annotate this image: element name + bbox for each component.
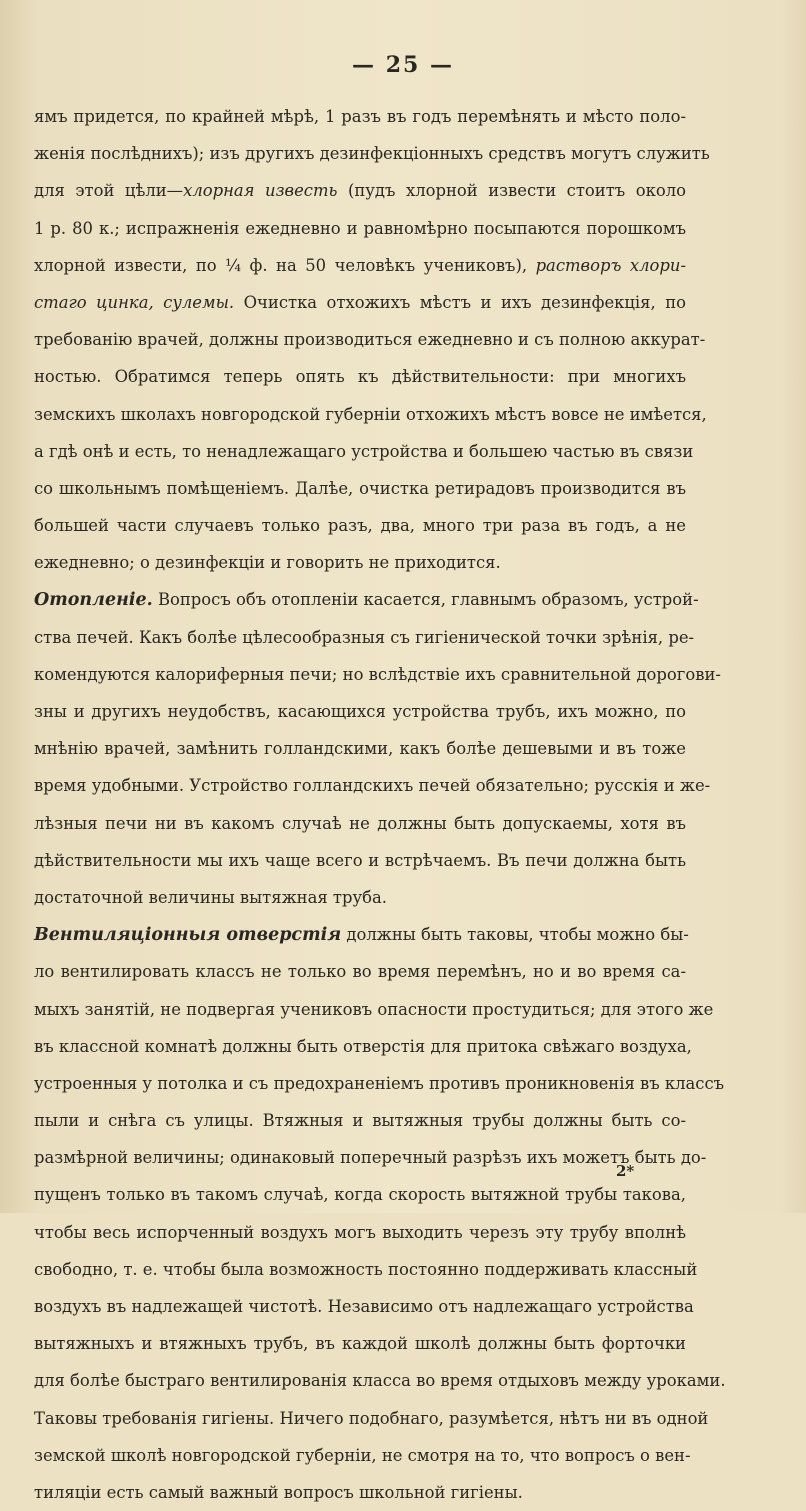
text-segment: лѣзныя печи ни въ какомъ случаѣ не должны быть допускаемы, хотя въ <box>34 813 686 833</box>
text-segment: земскихъ школахъ новгородской губерніи отхожихъ мѣстъ вовсе не имѣется, <box>34 404 707 424</box>
emphasized-text: хлорная известь <box>183 181 338 201</box>
text-segment: тиляціи есть самый важный вопросъ школьной гигіены. <box>34 1482 523 1502</box>
text-segment: женія послѣднихъ); изъ другихъ дезинфекціонныхъ средствъ могутъ служить <box>34 144 710 164</box>
text-segment: со школьнымъ помѣщеніемъ. Далѣе, очистка ретирадовъ производится въ <box>34 478 686 498</box>
text-line <box>34 1288 694 1325</box>
text-line <box>34 693 686 730</box>
text-line <box>34 879 686 916</box>
text-segment: хлорной извести, по ¼ ф. на 50 человѣкъ учениковъ), <box>34 255 536 275</box>
section-heading-inline: Вентиляціонныя отверстія <box>34 925 342 946</box>
text-segment: ло вентилировать классъ не только во время перемѣнъ, но и во время са- <box>34 962 686 982</box>
text-segment: воздухъ въ надлежащей чистотѣ. Независимо отъ надлежащаго устройства <box>34 1297 694 1316</box>
text-line <box>34 953 686 990</box>
text-line <box>34 433 694 470</box>
text-line <box>34 544 686 581</box>
text-segment: земской школѣ новгородской губерніи, не смотря на то, что вопросъ о вен- <box>34 1445 691 1465</box>
text-line <box>34 916 689 953</box>
text-line <box>34 1325 686 1362</box>
text-line <box>34 284 686 321</box>
text-segment: пыли и снѣга съ улицы. Втяжныя и вытяжныя трубы должны быть со- <box>34 1111 686 1131</box>
signature-mark: 2* <box>616 1162 635 1180</box>
text-segment: чтобы весь испорченный воздухъ могъ выходить черезъ эту трубу вполнѣ <box>34 1222 686 1242</box>
text-segment: для болѣе быстраго вентилированія класса во время отдыховъ между уроками. <box>34 1371 726 1391</box>
text-segment: Очистка отхожихъ мѣстъ и ихъ дезинфекція, по <box>234 292 686 312</box>
text-line <box>34 656 721 693</box>
text-segment: дѣйствительности мы ихъ чаще всего и встрѣчаемъ. Въ печи должна быть <box>34 850 686 870</box>
page-body-text <box>34 98 726 1511</box>
text-line <box>34 247 686 284</box>
text-line <box>34 1102 686 1139</box>
text-segment: размѣрной величины; одинаковый поперечный разрѣзъ ихъ можетъ быть до- <box>34 1148 707 1168</box>
text-segment: 1 р. 80 к.; испражненія ежедневно и равномѣрно посыпаются порошкомъ <box>34 218 686 238</box>
text-segment: устроенныя у потолка и съ предохраненіемъ противъ проникновенія въ классъ <box>34 1073 725 1093</box>
text-segment: для этой цѣли— <box>34 181 184 201</box>
text-line <box>34 98 686 135</box>
text-line <box>34 1214 686 1251</box>
text-segment: свободно, т. е. чтобы была возможность постоянно поддерживать классный <box>34 1259 698 1279</box>
text-line <box>34 1362 726 1399</box>
text-line <box>34 1028 692 1065</box>
text-segment: комендуются калориферныя печи; но вслѣдствіе ихъ сравнительной дорогови- <box>34 664 721 684</box>
text-line <box>34 210 686 247</box>
text-segment: ямъ придется, по крайней мѣрѣ, 1 разъ въ годъ перемѣнять и мѣсто поло- <box>34 107 686 126</box>
text-segment: большей части случаевъ только разъ, два, много три раза въ годъ, а не <box>34 516 686 536</box>
text-segment: вытяжныхъ и втяжныхъ трубъ, въ каждой школѣ должны быть форточки <box>34 1334 686 1354</box>
text-line <box>34 396 707 433</box>
text-segment: ностью. Обратимся теперь опять къ дѣйствительности: при многихъ <box>34 367 686 387</box>
text-segment: Таковы требованія гигіены. Ничего подобнаго, разумѣется, нѣтъ ни въ одной <box>34 1408 709 1428</box>
text-segment: достаточной величины вытяжная труба. <box>34 887 387 907</box>
text-line <box>34 805 686 842</box>
text-line <box>34 1474 686 1511</box>
text-segment: ежедневно; о дезинфекціи и говорить не приходится. <box>34 553 501 573</box>
text-segment: мнѣнію врачей, замѣнить голландскими, какъ болѣе дешевыми и въ тоже <box>34 739 686 759</box>
text-segment: ства печей. Какъ болѣе цѣлесообразныя съ гигіенической точки зрѣнія, ре- <box>34 627 695 647</box>
text-line <box>34 1437 691 1474</box>
text-line <box>34 321 706 358</box>
text-line <box>34 1139 707 1176</box>
text-line <box>34 358 686 395</box>
text-line <box>34 842 686 879</box>
text-segment: должны быть таковы, чтобы можно бы- <box>341 925 689 945</box>
text-line <box>34 1251 698 1288</box>
text-line <box>34 991 714 1028</box>
text-line <box>34 470 686 507</box>
text-line <box>34 1400 709 1437</box>
text-segment: зны и другихъ неудобствъ, касающихся устройства трубъ, ихъ можно, по <box>34 702 686 721</box>
text-segment: (пудъ хлорной извести стоитъ около <box>337 181 686 201</box>
text-line <box>34 730 686 767</box>
text-segment: въ классной комнатѣ должны быть отверстія для притока свѣжаго воздуха, <box>34 1036 692 1056</box>
text-segment: Вопросъ объ отопленіи касается, главнымъ образомъ, устрой- <box>152 590 699 610</box>
text-line <box>34 581 699 618</box>
text-segment: время удобными. Устройство голландскихъ печей обязательно; русскія и же- <box>34 776 711 796</box>
text-line <box>34 172 686 209</box>
emphasized-text: стаго цинка, сулемы. <box>34 292 235 312</box>
text-segment: мыхъ занятій, не подвергая учениковъ опасности простудиться; для этого же <box>34 999 714 1019</box>
text-line <box>34 507 686 544</box>
text-line <box>34 619 695 656</box>
text-line <box>34 135 710 172</box>
page-number: — 25 — <box>352 52 454 78</box>
section-heading-inline: Отопленіе. <box>34 590 153 611</box>
text-line <box>34 767 711 804</box>
text-line <box>34 1065 725 1102</box>
text-segment: требованію врачей, должны производиться ежедневно и съ полною аккурат- <box>34 330 706 350</box>
emphasized-text: растворъ хлори- <box>535 255 686 275</box>
text-segment: а гдѣ онѣ и есть, то ненадлежащаго устройства и большею частью въ связи <box>34 441 694 461</box>
text-segment: пущенъ только въ такомъ случаѣ, когда скорость вытяжной трубы такова, <box>34 1185 686 1205</box>
text-line <box>34 1176 686 1213</box>
